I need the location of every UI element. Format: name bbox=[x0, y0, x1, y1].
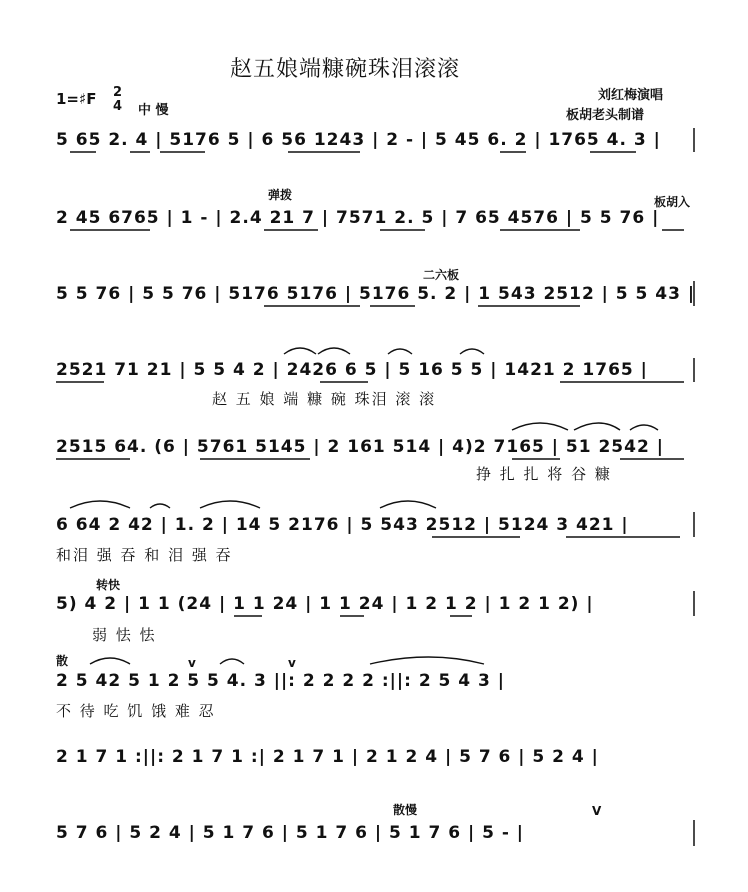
lyrics-row-4: 赵 五 娘 端 糠 碗 珠泪 滚 滚 bbox=[212, 390, 437, 408]
staff-row-10: 5 7 6 | 5 2 4 | 5 1 7 6 | 5 1 7 6 | 5 1 7 6 | 5 - | bbox=[56, 823, 525, 843]
lyrics-row-5: 挣 扎 扎 将 谷 糠 bbox=[476, 465, 612, 483]
staff-row-9: 2 1 7 1 :||: 2 1 7 1 :| 2 1 7 1 | 2 1 2 4 | 5 7 6 | 5 2 4 | bbox=[56, 747, 599, 767]
staff-row-5: 2515 64. (6 | 5761 5145 | 2 161 514 | 4)2 7165 | 51 2542 | bbox=[56, 437, 664, 457]
staff-row-7: 5) 4 2 | 1 1 (24 | 1 1 24 | 1 1 24 | 1 2 1 2 | 1 2 1 2) | bbox=[56, 594, 594, 614]
mark-tanbo: 弹拨 bbox=[268, 188, 293, 202]
singer-credit: 刘红梅演唱 bbox=[598, 88, 664, 103]
staff-row-2: 2 45 6765 | 1 - | 2.4 21 7 | 7571 2. 5 | 7 65 4576 | 5 5 76 | bbox=[56, 208, 660, 228]
staff-row-1: 5 65 2. 4 | 5176 5 | 6 56 1243 | 2 - | 5 45 6. 2 | 1765 4. 3 | bbox=[56, 130, 661, 150]
staff-row-4: 2521 71 21 | 5 5 4 2 | 2426 6 5 | 5 16 5 5 | 1421 2 1765 | bbox=[56, 360, 648, 380]
slur bbox=[630, 425, 658, 430]
key-signature: 1=♯F bbox=[56, 90, 97, 108]
slur bbox=[380, 501, 436, 508]
lyrics-row-7: 弱 怯 怯 bbox=[92, 626, 157, 644]
staff-row-3: 5 5 76 | 5 5 76 | 5176 5176 | 5176 5. 2 | 1 543 2512 | 5 5 43 | bbox=[56, 284, 696, 304]
slur bbox=[460, 349, 484, 354]
lyrics-row-8: 不 待 吃 饥 饿 难 忍 bbox=[56, 702, 216, 720]
mark-erliuban: 二六板 bbox=[423, 268, 460, 282]
slur bbox=[284, 348, 316, 354]
slur bbox=[370, 657, 484, 664]
slur bbox=[220, 659, 244, 664]
time-numerator: 2 bbox=[113, 85, 123, 100]
score-title: 赵五娘端糠碗珠泪滚滚 bbox=[230, 57, 461, 82]
staff-row-6: 6 64 2 42 | 1. 2 | 14 5 2176 | 5 543 2512 | 5124 3 421 | bbox=[56, 515, 629, 535]
tempo-marking: 中 慢 bbox=[138, 103, 169, 118]
slur bbox=[90, 658, 130, 664]
mark-zhuankuai: 转快 bbox=[96, 578, 121, 592]
slur bbox=[70, 501, 130, 508]
breath-mark: v bbox=[288, 656, 296, 670]
slur bbox=[388, 349, 412, 354]
breath-mark: V bbox=[592, 804, 602, 818]
slur bbox=[318, 348, 350, 354]
time-denominator: 4 bbox=[113, 99, 123, 114]
slur bbox=[574, 423, 620, 430]
mark-sanman: 散慢 bbox=[393, 803, 418, 817]
slur bbox=[150, 504, 170, 508]
staff-row-8: 2 5 42 5 1 2 5 5 4. 3 ||: 2 2 2 2 :||: 2 5 4 3 | bbox=[56, 671, 506, 691]
slur bbox=[200, 501, 260, 508]
breath-mark: v bbox=[188, 656, 196, 670]
mark-san: 散 bbox=[56, 654, 69, 668]
transcriber-credit: 板胡老头制谱 bbox=[566, 108, 645, 123]
mark-banhu-enter: 板胡入 bbox=[654, 195, 691, 209]
slur bbox=[512, 423, 568, 430]
lyrics-row-6: 和泪 强 吞 和 泪 强 吞 bbox=[56, 546, 233, 564]
